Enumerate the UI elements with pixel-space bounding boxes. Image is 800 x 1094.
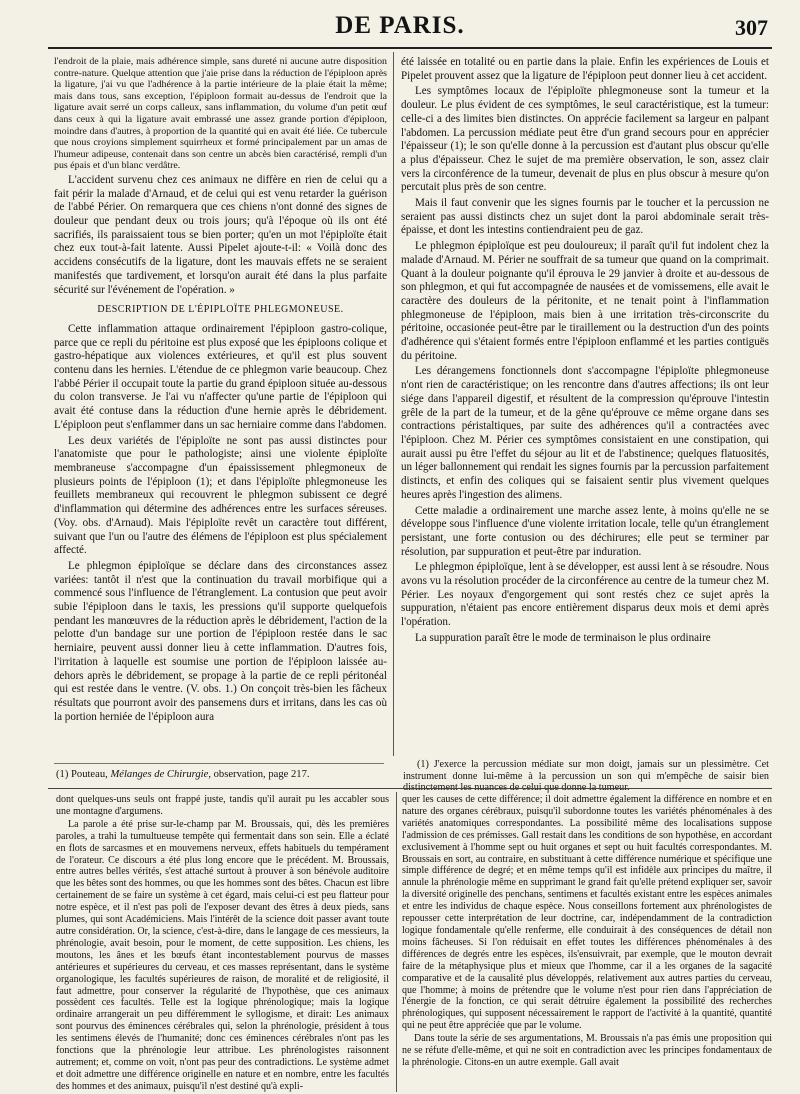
paragraph: Le phlegmon épiploïque, lent à se développer, est aussi lent à se résoudre. Nous avons vu la résolution procéder de la circonférence au centre de la tumeur chez M. Périer. Les noyaux d'engorgement qui sont restés chez ce sujet après la suppuration, n'étaient pas encore entièrement disparus deux mois et demi après l'opération. [401, 561, 769, 629]
paragraph: l'endroit de la plaie, mais adhérence simple, sans dureté ni aucune autre disposition contre-nature. Quelque attention que j'aie prise dans la réduction de l'épiploon après la ligature, j'ai vu que l'adhérence à la partie intérieure de la plaie était la même; mais dans tous, sans exception, l'épiploon formait au-dessus de l'endroit que la ligature avait serré un corps calleux, sans inflammation, du volume d'un petit œuf dans ceux à qui la ligature avait embrassé une assez grande portion d'épiploon, moindre dans d'autres, à proportion de la quantité qui en avait été liée. Ce tubercule que nous croyions simplement squirrheux et formé principalement par un amas de l'humeur adipeuse, contenait dans son centre un abcès bien caractérisé, rempli d'un pus épais et d'un blanc verdâtre. [54, 56, 387, 172]
paragraph: Cette maladie a ordinairement une marche assez lente, à moins qu'elle ne se développe sous l'influence d'une violente irritation locale, telle qu'un étranglement persistant, une forte contusion ou des déchirures; elle peut se terminer par résolution, par suppuration et peut-être par induration. [401, 504, 769, 558]
footnote-prefix: (1) Pouteau, [56, 769, 111, 780]
paragraph: Dans toute la série de ses argumentations, M. Broussais n'a pas émis une proposition qui ne se réfute d'elle-même, et qui ne soit en contradiction avec les principes fondamentaux de la phrénologie. Citons-en un autre exemple. Gall avait [402, 1033, 772, 1068]
footnote-title: Mélanges de Chirurgie [110, 769, 209, 780]
running-title: DE PARIS. [335, 12, 465, 39]
bottom-right-column [402, 794, 772, 1092]
page-number: 307 [735, 15, 768, 40]
footnote-left [56, 769, 386, 781]
paragraph: Le phlegmon épiploïque est peu douloureux; il paraît qu'il fut indolent chez la malade d'Arnaud. M. Périer ne souffrait de sa tumeur que quand on la comprimait. Quant à la douleur poignante qu'il éprouva le 29 janvier à droite et au-dessous de son phlegmon, et qui fut accompagnée de nausées et de vomissemens, elle avait le caractère des douleurs de la péritonite, et ne tenait point à l'inflammation phlegmoneuse de l'épiploon, mais bien à une irritation très-circonscrite du péritoine, occasionée peut-être par le tiraillement ou la destruction d'un des points d'adhérence qui s'étaient formés entre l'épiploon enflammé et les parties contiguës du péritoine. [401, 240, 769, 362]
footnote-rule [54, 763, 384, 764]
bottom-left-column [56, 794, 389, 1092]
paragraph: Mais il faut convenir que les signes fournis par le toucher et la percussion ne seraient pas aussi distincts chez un sujet dont la paroi abdominale serait très-épaisse, et dont les intestins contiendraient peu de gaz. [401, 197, 769, 237]
paragraph: dont quelques-uns seuls ont frappé juste, tandis qu'il aurait pu les accabler sous une montagne d'argumens. [56, 794, 389, 817]
paragraph: Les symptômes locaux de l'épiploïte phlegmoneuse sont la tumeur et la douleur. Le plus évident de ces symptômes, le seul caractéristique, est la tumeur: celle-ci a des limites bien distinctes. On apprécie facilement sa largeur en palpant l'abdomen. La percussion médiate peut être d'un grand secours pour en apprécier l'épaisseur (1); le son qu'elle donne à la percussion est d'autant plus obscur qu'elle a plus d'épaisseur. Chez le sujet de ma première observation, le son, assez clair vers la circonférence de la tumeur, devenait de plus en plus obscur à mesure qu'on percutait plus près de son centre. [401, 85, 769, 194]
paragraph: La parole a été prise sur-le-champ par M. Broussais, qui, dès les premières paroles, a trahi la tumultueuse tempête qui fermentait dans son sein. Elle a éclaté en flots de sarcasmes et en mouvemens nerveux, effets habituels du tempérament de l'orateur. Ce discours a été plus long encore que le précédent. M. Broussais, entre autres belles vérités, s'est attaché surtout à prouver à son bénévole auditoire que les bêtes sont des hommes, ou que les hommes sont des bêtes. Chacun est libre certainement de se faire un système à cet égard, mais celui-ci est peu flatteur pour notre espèce, et il n'est pas poli de l'exposer devant des êtres à deux pieds, sans plumes, qui sont Académiciens. Mais l'intérêt de la science doit passer avant toute autre considération. Or, la science, c'est-à-dire, dans le langage de ces messieurs, la phrénologie, avait besoin, pour le moment, de cette supposition. Les chiens, les moutons, les ânes et les bœufs étant incontestablement pourvus de masses antérieures et supérieures du cerveau, et ces masses représentant, dans le système organologique, les facultés supérieures de raison, de moralité et de religiosité, il faut admettre, pour conserver la régularité de l'hypothèse, que ces animaux possèdent ces facultés. Telle est la logique phrénologique; mais la logique ordinaire arrangerait un peu différemment le syllogisme, et dirait: Les animaux sont pourvus des éminences cérébrales qui, selon la phrénologie, président à tous les sentimens élevés de l'humanité; donc ces éminences cérébrales n'ont pas les fonctions que la phrénologie leur attribue. Les phrénologistes raisonnent autrement; et, comme on voit, n'ont pas peur des contradictions. Le système admet et doit admettre une différence originelle en nature et en nombre, entre les facultés des hommes et des animaux, puisqu'il n'est destiné qu'à expli- [56, 818, 389, 1092]
paragraph: Les dérangemens fonctionnels dont s'accompagne l'épiploïte phlegmoneuse n'ont rien de caractéristique; on les rencontre dans d'autres affections; ils ont leur siége dans l'appareil digestif, et résultent de la compression qu'éprouve l'intestin grêle de la part de la tumeur, et de la gêne qu'éprouve ce même organe dans ses contractions péristaltiques, par suite des adhérences qu'il a contractées avec l'épiploon. Chez M. Périer ces symptômes consistaient en une constipation, qui aurait aussi pu être l'effet du séjour au lit et de l'abstinence; quelques flatuosités, un léger ballonnement qui rendait les signes fournis par la percussion parfaitement distincts, et enfin des coliques qui se faisaient sentir plus vivement quelques heures après l'ingestion des alimens. [401, 365, 769, 501]
paragraph: quer les causes de cette différence; il doit admettre également la différence en nombre et en nature des organes cérébraux, puisqu'il subordonne toutes les variétés phénoménales à des variétés anatomiques correspondantes. La possibilité même des localisations suppose l'admission de ces prémisses. Gall restait dans les conditions de son hypothèse, en accordant exclusivement à l'homme sept ou huit organes et sept ou huit facultés correspondantes. M. Broussais en sort, au contraire, en substituant à cette différence numérique et spécifique une simple différence de degré; et en même temps qu'il est infidèle aux principes du maître, il annule la phrénologie même en supprimant le grand fait qu'elle prétend expliquer ser, savoir la diversité originelle des penchans, sentimens et facultés existant entre les espèces animales et entre les individus de chaque espèce. Nous conseillons fortement aux phrénologistes de repousser cette interprétation de leur doctrine, car, indépendamment de la contradiction logique fondamentale qu'elle renferme, elle conduirait à des conséquences de détail non moins fâcheuses. Si l'on réduisait en effet toutes les différences phénoménales à des différences de degrés entre les espèces, ils'ensuivrait, par exemple, que le mouton devrait faire de la métaphysique plus et mieux que l'homme, car il a les organes de la sagacité comparative et de la causalité plus développés, relativement aux autres parties du cerveau, que l'homme; à moins de prétendre que le volume n'est pour rien dans l'appréciation de l'énergie de la fonction, ce qui serait détruire également la possibilité des recherches phrénologiques, qui supposent nécessairement le rapport de l'activité à la quantité, quantité qui ne peut être appréciée que par le volume. [402, 794, 772, 1032]
paragraph: Les deux variétés de l'épiploïte ne sont pas aussi distinctes pour l'anatomiste que pour le pathologiste; ainsi une violente épiploïte membraneuse s'accompagne d'un épaississement phlegmoneux de plusieurs points de l'épiploon (1); et dans l'épiploïte phlegmoneuse les feuillets membraneux qui recouvrent le phlegmon subissent ce degré d'inflammation qui détermine des adhérences entre les surfaces séreuses. (Voy. obs. d'Arnaud). Mais l'épiploïte revêt un caractère tout différent, suivant que l'un ou l'autre des élémens de l'épiploon est plus spécialement affecté. [54, 434, 387, 557]
paragraph: La suppuration paraît être le mode de terminaison le plus ordinaire [415, 631, 711, 644]
column-divider-top [393, 52, 394, 756]
paragraph: été laissée en totalité ou en partie dans la plaie. Enfin les expériences de Louis et Pipelet prouvent assez que la ligature de l'épiploon peut donner lieu à cet accident. [401, 56, 769, 82]
section-rule [48, 788, 772, 789]
header-rule [48, 47, 772, 49]
footnote-text: (1) J'exerce la percussion médiate sur mon doigt, jamais sur un plessimètre. Cet instrument donne lui-même à la percussion un son qui m'empêche de saisir bien distinctement les nuances de celui que donne la tumeur. [403, 759, 769, 793]
footnote-suffix: , observation, page 217. [208, 769, 310, 780]
paragraph: Cette inflammation attaque ordinairement l'épiploon gastro-colique, parce que ce repli du péritoine est plus exposé que les épiploons colique et gastro-hépatique aux violences extérieures, et qu'il est plus souvent contenu dans les hernies. L'étendue de ce phlegmon varie beaucoup. Chez l'abbé Périer il occupait toute la partie du grand épiploon située au-dessous du colon transverse. Je l'ai vu n'affecter qu'une partie de l'épiploon qui avait été contuse dans la réduction d'une hernie après le débridement. L'épiploon peut s'enflammer dans un sac herniaire comme dans l'abdomen. [54, 322, 387, 431]
paragraph: L'accident survenu chez ces animaux ne diffère en rien de celui qu a fait périr la malade d'Arnaud, et de celui qui est venu retarder la guérison de l'abbé Périer. On remarquera que ces chiens n'ont donné des signes de douleur que pendant deux ou trois jours; qu'à l'époque où ils ont été sacrifiés, ils paraissaient tous se bien porter; qu'en un mot l'épiploïte était chez eux tout-à-fait latente. Aussi Pipelet ajoute-t-il: « Voilà donc des accidens consécutifs de la ligature, dont les mauvais effets ne se seraient manifestés que tardivement, et lorsqu'on aurait été dans la plus parfaite sécurité sur l'événement de l'opération. » [54, 173, 387, 296]
paragraph: Le phlegmon épiploïque se déclare dans des circonstances assez variées: tantôt il n'est que la continuation du travail morbifique qui a commencé sous l'influence de l'étranglement. La contusion que peut avoir subie l'épiploon dans le taxis, les pressions qu'il supporte quelquefois pendant les manœuvres de la réduction après le débridement, l'action de la pelotte d'un bandage sur une portion de l'épiploon restée dans le sac herniaire, peuvent aussi donner lieu à cette inflammation. D'autres fois, l'irritation à laquelle est soumise une portion de l'épiploon laissée au-dehors après le débridement, se propage à la partie de ce repli péritonéal qui est restée dans le ventre. (V. obs. 1.) On conçoit très-bien les fâcheux résultats que pourront avoir des pansemens durs et irritans, dans les cas où la portion herniée de l'épiploon aura [54, 559, 387, 723]
column-divider-bottom [396, 792, 397, 1092]
left-column [54, 56, 387, 768]
page-header [0, 0, 800, 46]
section-heading: DESCRIPTION DE L'ÉPIPLOÏTE PHLEGMONEUSE. [97, 304, 344, 316]
right-column [401, 56, 769, 756]
